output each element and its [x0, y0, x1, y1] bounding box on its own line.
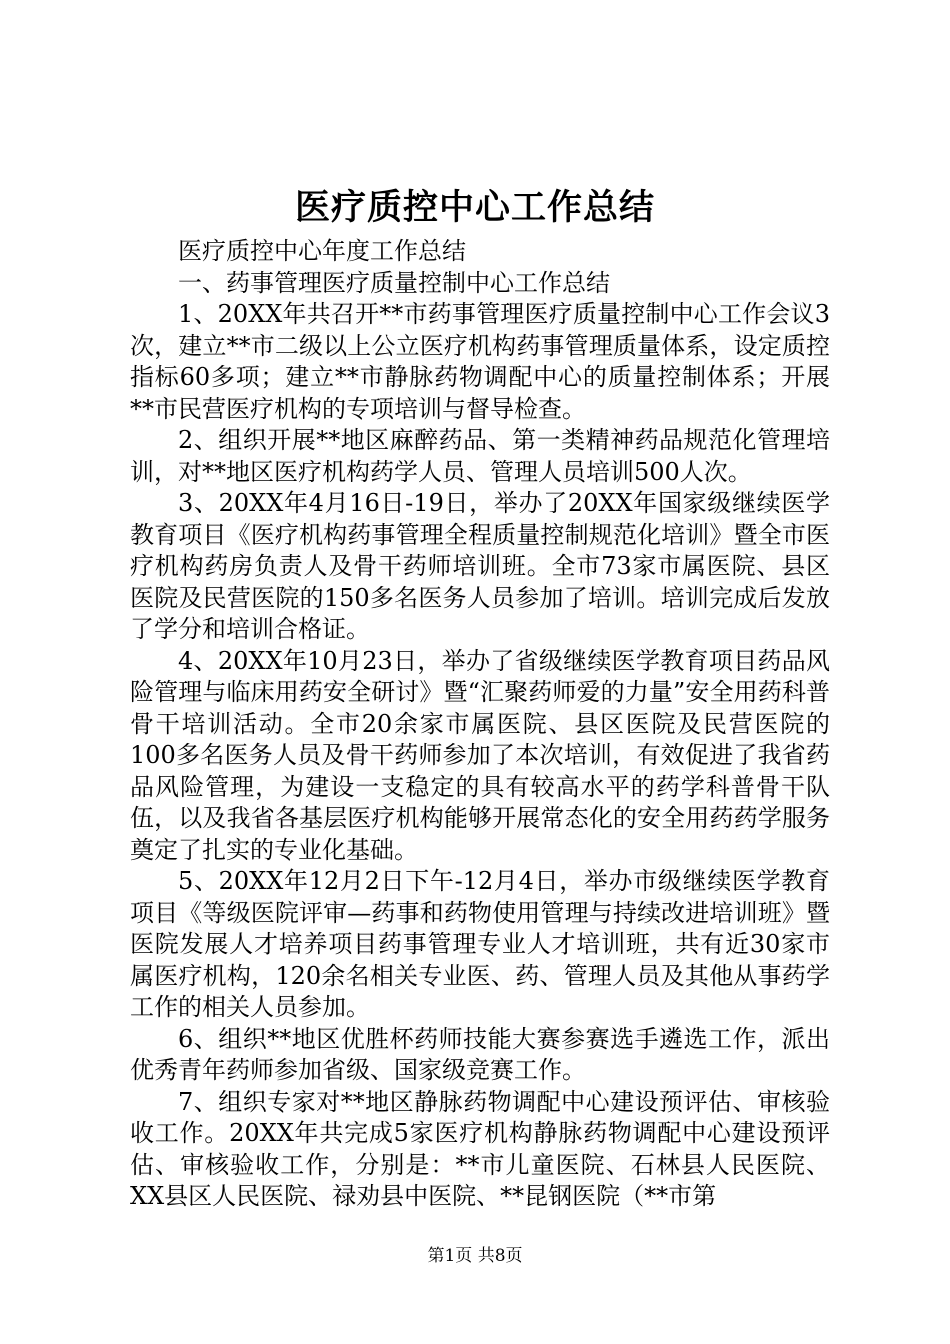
- paragraph-item-1: 1、20XX年共召开**市药事管理医疗质量控制中心工作会议3次，建立**市二级以上公立医疗机构药事管理质量体系，设定质控指标60多项；建立**市静脉药物调配中心的质量控制体系；开展**市民营医疗机构的专项培训与督导检查。: [130, 300, 830, 423]
- page-number-footer: 第1页 共8页: [427, 1246, 523, 1266]
- paragraph-item-3: 3、20XX年4月16日-19日，举办了20XX年国家级继续医学教育项目《医疗机构药事管理全程质量控制规范化培训》暨全市医疗机构药房负责人及骨干药师培训班。全市73家市属医院、县区医院及民营医院的150多名医务人员参加了培训。培训完成后发放了学分和培训合格证。: [130, 489, 830, 643]
- paragraph-item-7: 7、组织专家对**地区静脉药物调配中心建设预评估、审核验收工作。20XX年共完成5家医疗机构静脉药物调配中心建设预评估、审核验收工作，分别是：**市儿童医院、石林县人民医院、XX县区人民医院、禄劝县中医院、**昆钢医院（**市第: [130, 1087, 830, 1210]
- paragraph-item-6: 6、组织**地区优胜杯药师技能大赛参赛选手遴选工作，派出优秀青年药师参加省级、国家级竞赛工作。: [130, 1024, 830, 1084]
- document-title: 医疗质控中心工作总结: [294, 188, 655, 228]
- paragraph-item-4: 4、20XX年10月23日，举办了省级继续医学教育项目药品风险管理与临床用药安全研讨》暨“汇聚药师爱的力量”安全用药科普骨干培训活动。全市20余家市属医院、县区医院及民营医院的100多名医务人员及骨干药师参加了本次培训，有效促进了我省药品风险管理，为建设一支稳定的具有较高水平的药学科普骨干队伍，以及我省各基层医疗机构能够开展常态化的安全用药药学服务奠定了扎实的专业化基础。: [130, 646, 830, 864]
- paragraph-item-2: 2、组织开展**地区麻醉药品、第一类精神药品规范化管理培训，对**地区医疗机构药学人员、管理人员培训500人次。: [130, 426, 830, 486]
- document-body: [130, 236, 830, 1213]
- paragraph-subtitle: 医疗质控中心年度工作总结: [178, 237, 466, 265]
- paragraph-section-heading: 一、药事管理医疗质量控制中心工作总结: [178, 268, 610, 297]
- paragraph-item-5: 5、20XX年12月2日下午-12月4日，举办市级继续医学教育项目《等级医院评审—药事和药物使用管理与持续改进培训班》暨医院发展人才培养项目药事管理专业人才培训班，共有近30家市属医疗机构，120余名相关专业医、药、管理人员及其他从事药学工作的相关人员参加。: [130, 867, 830, 1021]
